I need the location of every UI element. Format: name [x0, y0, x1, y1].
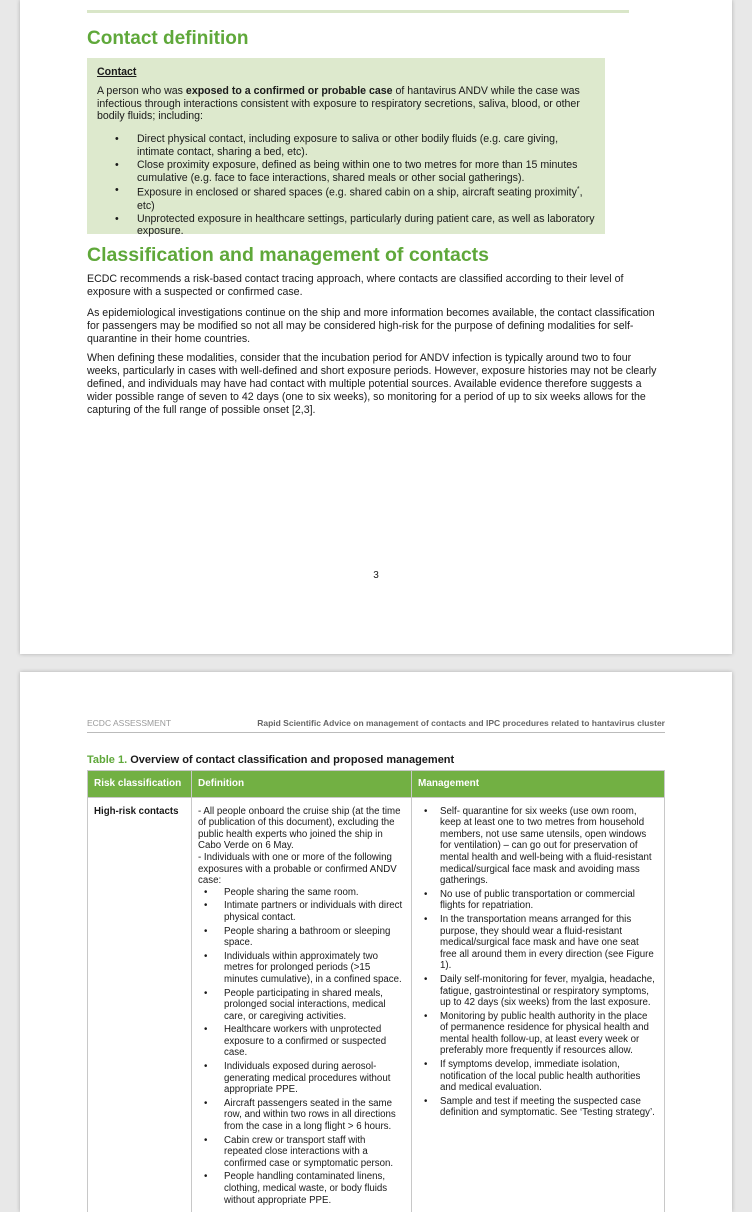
paragraph: As epidemiological investigations continue on the ship and more information becomes available, the contact classification for passengers may be modified so not all may be considered high-risk for the purpose of defining modalities for self-quarantine in their home countries.: [87, 307, 655, 345]
list-item: • People sharing the same room.: [224, 887, 405, 899]
definition-cell: [192, 797, 412, 1212]
list-item: [137, 184, 595, 212]
definition-text: - All people onboard the cruise ship (at the time of publication of this document), excluding the public health experts who joined the ship in Cabo Verde on 6 May.: [198, 805, 401, 852]
classification-cell: [88, 797, 192, 1212]
intro-text: A person who was: [97, 84, 186, 97]
list-item: • People sharing a bathroom or sleeping space.: [224, 926, 405, 949]
list-item: • In the transportation means arranged for this purpose, they should wear a fluid-resistant medical/surgical face mask and have one seat free all around them in every direction (see Figure 1).: [440, 914, 658, 972]
table-number: Table 1.: [87, 754, 128, 766]
bullet-text-cont: , etc): [137, 186, 583, 212]
table-caption: [87, 754, 454, 766]
column-header: Risk classification: [88, 771, 192, 798]
list-item: • People handling contaminated linens, clothing, medical waste, or body fluids without appropriate PPE.: [224, 1171, 405, 1206]
list-item: • People participating in shared meals, prolonged social interactions, medical care, or caregiving activities.: [224, 988, 405, 1023]
management-cell: [412, 797, 665, 1212]
contact-bullets: [97, 133, 595, 238]
contact-definition-box: [87, 58, 605, 238]
paragraph: ECDC recommends a risk-based contact tracing approach, where contacts are classified according to their level of exposure with a suspected or confirmed case.: [87, 273, 624, 298]
bullet-text: Exposure in enclosed or shared spaces (e.g. shared cabin on a ship, aircraft seating proximity: [137, 186, 577, 199]
management-bullets: [418, 806, 658, 1119]
running-header-right: Rapid Scientific Advice on management of contacts and IPC procedures related to hantavirus cluster: [257, 718, 665, 728]
table-header-row: [88, 771, 665, 798]
box-intro: [97, 85, 595, 123]
page-number: 3: [373, 570, 379, 581]
intro-bold: exposed to a confirmed or probable case: [185, 84, 393, 97]
definition-bullets: [198, 887, 405, 1206]
paragraph: When defining these modalities, consider that the incubation period for ANDV infection is typically around two to four weeks, particularly in cases with well-defined and short exposure periods. However, exposure histories may not be clearly defined, and individuals may have had contact with multiple potential sources. Available evidence therefore suggests a wider possible range of seven to 42 days (one to six weeks), so monitoring for a period of up to six weeks allows for the capturing of the full range of possible onset [2,3].: [87, 352, 657, 416]
list-item: • Intimate partners or individuals with direct physical contact.: [224, 900, 405, 923]
definition-text: - Individuals with one or more of the following exposures with a probable or confirmed ANDV case:: [198, 851, 397, 887]
list-item: • No use of public transportation or commercial flights for repatriation.: [440, 889, 658, 912]
list-item: • If symptoms develop, immediate isolation, notification of the local public health authorities and medical evaluation.: [440, 1059, 658, 1094]
classification-label: High-risk contacts: [94, 805, 179, 817]
header-rule: [87, 732, 665, 733]
document-page-3: [20, 0, 732, 654]
list-item: • Individuals within approximately two metres for prolonged periods (>15 minutes cumulative), in a confined space.: [224, 951, 405, 986]
list-item: • Aircraft passengers seated in the same row, and within two rows in all directions from the case in a long flight > 6 hours.: [224, 1098, 405, 1133]
list-item: • Close proximity exposure, defined as being within one to two metres for more than 15 minutes cumulative (e.g. face to face interactions, shared meals or other social gatherings).: [137, 159, 595, 185]
table-row: [88, 797, 665, 1212]
list-item: • Self- quarantine for six weeks (use own room, keep at least one to two metres from household members, not use same utensils, open windows for ventilation) – can go out for preservation of mental health and well-being with a fluid-resistant medical/surgical face mask and avoiding mass gatherings.: [440, 806, 658, 887]
section-title-classification: Classification and management of contacts: [87, 244, 490, 266]
table-title: Overview of contact classification and proposed management: [130, 754, 455, 766]
document-page-4: [20, 672, 732, 1212]
running-header-left: ECDC ASSESSMENT: [87, 718, 172, 728]
intro-text-cont: of hantavirus ANDV while the case was infectious through interactions consistent with exposure to respiratory secretions, saliva, blood, or other bodily fluids; including:: [97, 84, 580, 123]
list-item: • Direct physical contact, including exposure to saliva or other bodily fluids (e.g. care giving, intimate contact, sharing a bed, etc).: [137, 133, 595, 159]
list-item: • Monitoring by public health authority in the place of permanence residence for physical health and mental health follow-up, at least every week or preferably more frequently if resources allow.: [440, 1011, 658, 1057]
list-item: • Sample and test if meeting the suspected case definition and symptomatic. See ‘Testing strategy’.: [440, 1096, 658, 1119]
top-rule: [87, 10, 629, 13]
list-item: • Unprotected exposure in healthcare settings, particularly during patient care, as well as laboratory exposure.: [137, 213, 595, 239]
list-item: • Cabin crew or transport staff with repeated close interactions with a confirmed case or symptomatic person.: [224, 1135, 405, 1170]
contact-classification-table: [87, 770, 665, 1212]
column-header: Definition: [192, 771, 412, 798]
list-item: • Healthcare workers with unprotected exposure to a confirmed or suspected case.: [224, 1024, 405, 1059]
list-item: • Daily self-monitoring for fever, myalgia, headache, fatigue, gastrointestinal or respiratory symptoms, up to 42 days (six weeks) from the last exposure.: [440, 974, 658, 1009]
column-header: Management: [412, 771, 665, 798]
footnote-marker: *: [576, 186, 580, 194]
list-item: • Individuals exposed during aerosol-generating medical procedures without appropriate PPE.: [224, 1061, 405, 1096]
box-title: Contact: [97, 66, 137, 78]
section-title-contact-definition: Contact definition: [87, 28, 249, 49]
